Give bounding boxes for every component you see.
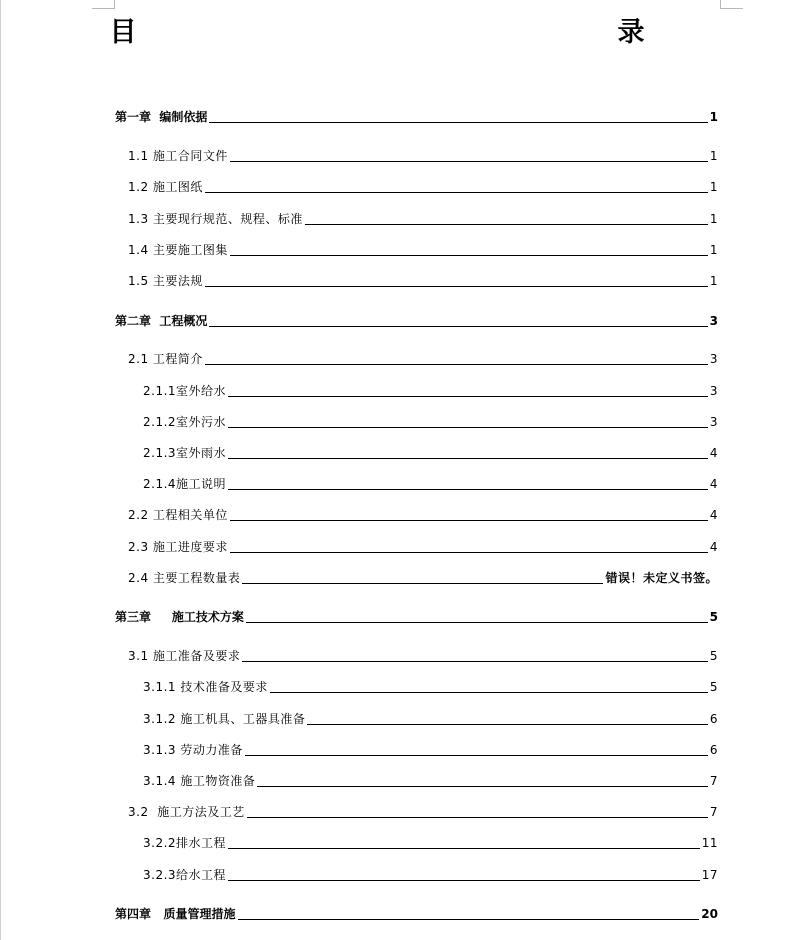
toc-subsection-entry[interactable] (143, 443, 718, 461)
toc-entry-label: 第二章 工程概况 (115, 314, 208, 328)
toc-section-entry[interactable] (128, 271, 718, 289)
toc-page-number: 6 (709, 743, 718, 757)
toc-leader-line (307, 724, 708, 725)
toc-section-entry[interactable] (128, 209, 718, 227)
toc-page-number: 5 (709, 649, 718, 663)
toc-leader-line (228, 880, 700, 881)
toc-page-number: 4 (709, 446, 718, 460)
toc-subsection-entry[interactable] (143, 709, 718, 727)
toc-page-number: 1 (709, 274, 718, 288)
toc-leader-line (242, 583, 603, 584)
toc-subsection-entry[interactable] (143, 740, 718, 758)
toc-page-number: 4 (709, 508, 718, 522)
toc-entry-label: 3.2 施工方法及工艺 (128, 805, 245, 819)
toc-page-number: 17 (701, 868, 718, 882)
toc-leader-line (230, 520, 708, 521)
toc-page-number: 3 (709, 415, 718, 429)
toc-leader-line (230, 161, 708, 162)
toc-leader-line (270, 692, 708, 693)
toc-section-entry[interactable] (128, 646, 718, 664)
toc-entry-label: 1.1 施工合同文件 (128, 149, 228, 163)
toc-page-number: 3 (709, 314, 718, 328)
toc-leader-line (228, 458, 708, 459)
toc-subsection-entry[interactable] (143, 474, 718, 492)
toc-page-number: 7 (709, 805, 718, 819)
toc-entry-label: 2.4 主要工程数量表 (128, 571, 241, 585)
toc-section-entry[interactable] (128, 146, 718, 164)
toc-chapter-entry[interactable] (115, 107, 718, 125)
toc-page-number: 3 (709, 384, 718, 398)
toc-page-number: 1 (709, 149, 718, 163)
toc-entry-label: 1.3 主要现行规范、规程、标准 (128, 212, 303, 226)
toc-page-number: 3 (709, 352, 718, 366)
toc-entry-label: 第三章 施工技术方案 (115, 610, 244, 624)
toc-leader-line (305, 224, 708, 225)
toc-page-number: 1 (709, 212, 718, 226)
toc-leader-line (238, 919, 700, 920)
toc-leader-line (228, 848, 700, 849)
toc-page-number: 4 (709, 477, 718, 491)
toc-chapter-entry[interactable] (115, 311, 718, 329)
margin-corner-mark-right (720, 0, 743, 9)
toc-leader-line (230, 255, 708, 256)
toc-page-number: 6 (709, 712, 718, 726)
toc-subsection-entry[interactable] (143, 381, 718, 399)
toc-leader-line (230, 552, 708, 553)
toc-leader-line (228, 427, 708, 428)
toc-leader-line (209, 326, 707, 327)
toc-leader-line (228, 489, 708, 490)
toc-leader-line (246, 622, 708, 623)
toc-subsection-entry[interactable] (143, 677, 718, 695)
toc-leader-line (257, 786, 708, 787)
toc-subsection-entry[interactable] (143, 771, 718, 789)
toc-subsection-entry[interactable] (143, 833, 718, 851)
toc-chapter-entry[interactable] (115, 904, 718, 922)
toc-entry-label: 2.3 施工进度要求 (128, 540, 228, 554)
toc-entry-label: 2.2 工程相关单位 (128, 508, 228, 522)
toc-page-number: 5 (709, 610, 718, 624)
toc-entry-label: 2.1.3室外雨水 (143, 446, 227, 460)
toc-section-entry[interactable] (128, 537, 718, 555)
toc-entry-label: 1.4 主要施工图集 (128, 243, 228, 257)
toc-page-number: 4 (709, 540, 718, 554)
toc-entry-label: 3.1.3 劳动力准备 (143, 743, 243, 757)
toc-leader-line (228, 396, 708, 397)
toc-page-number: 1 (709, 180, 718, 194)
toc-page-number: 1 (709, 110, 718, 124)
toc-page-number: 11 (701, 836, 718, 850)
toc-entry-label: 3.1 施工准备及要求 (128, 649, 241, 663)
toc-entry-label: 第四章 质量管理措施 (115, 907, 236, 921)
margin-corner-mark-left (92, 0, 115, 9)
toc-entry-label: 3.1.4 施工物资准备 (143, 774, 256, 788)
toc-page-number: 1 (709, 243, 718, 257)
toc-entry-label: 第一章 编制依据 (115, 110, 208, 124)
toc-section-entry[interactable] (128, 349, 718, 367)
toc-entry-label: 1.5 主要法规 (128, 274, 203, 288)
toc-entry-label: 3.1.1 技术准备及要求 (143, 680, 268, 694)
page-title: 目 录 (109, 17, 745, 48)
toc-chapter-entry[interactable] (115, 607, 718, 625)
toc-entry-label: 1.2 施工图纸 (128, 180, 203, 194)
toc-subsection-entry[interactable] (143, 865, 718, 883)
toc-section-entry[interactable] (128, 568, 718, 586)
toc-page-number: 7 (709, 774, 718, 788)
page-edge (0, 0, 1, 940)
toc-entry-label: 2.1.4施工说明 (143, 477, 227, 491)
toc-leader-line (242, 661, 707, 662)
toc-leader-line (209, 122, 707, 123)
toc-entry-label: 2.1 工程简介 (128, 352, 203, 366)
toc-entry-label: 2.1.2室外污水 (143, 415, 227, 429)
toc-section-entry[interactable] (128, 802, 718, 820)
toc-leader-line (205, 364, 708, 365)
toc-page-number: 20 (701, 907, 718, 921)
toc-page-number: 错误！未定义书签。 (605, 571, 718, 585)
toc-section-entry[interactable] (128, 177, 718, 195)
toc-section-entry[interactable] (128, 505, 718, 523)
toc-subsection-entry[interactable] (143, 412, 718, 430)
toc-leader-line (205, 192, 708, 193)
toc-leader-line (245, 755, 708, 756)
toc-leader-line (247, 817, 708, 818)
toc-entry-label: 3.2.3给水工程 (143, 868, 227, 882)
toc-leader-line (205, 286, 708, 287)
toc-entry-label: 3.2.2排水工程 (143, 836, 227, 850)
toc-entry-label: 3.1.2 施工机具、工器具准备 (143, 712, 306, 726)
toc-section-entry[interactable] (128, 240, 718, 258)
toc-page-number: 5 (709, 680, 718, 694)
toc-entry-label: 2.1.1室外给水 (143, 384, 227, 398)
